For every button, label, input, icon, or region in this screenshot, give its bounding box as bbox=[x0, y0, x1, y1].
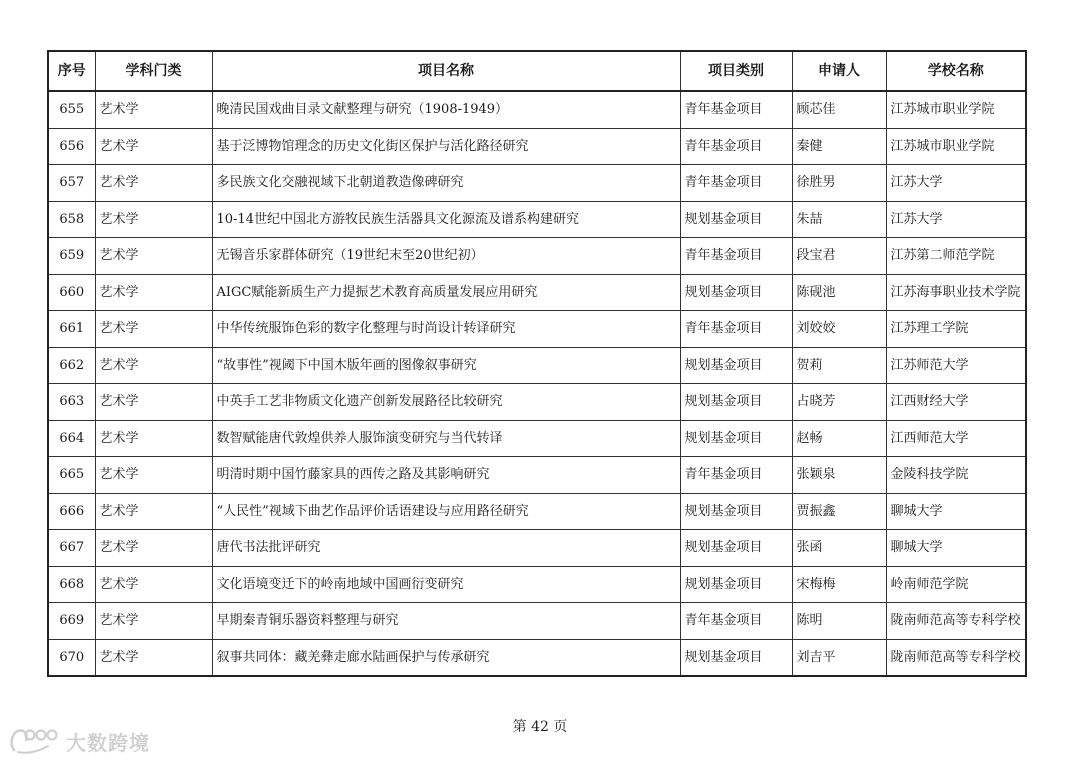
project-category-cell: 青年基金项目 bbox=[680, 311, 792, 348]
school-cell: 岭南师范学院 bbox=[886, 566, 1026, 603]
applicant-cell: 贺莉 bbox=[792, 347, 886, 384]
project-category-cell: 青年基金项目 bbox=[680, 165, 792, 202]
table-row bbox=[48, 347, 1026, 384]
school-cell: 江苏大学 bbox=[886, 165, 1026, 202]
project-category-cell: 青年基金项目 bbox=[680, 457, 792, 494]
table-row bbox=[48, 603, 1026, 640]
project-title-cell: 明清时期中国竹藤家具的西传之路及其影响研究 bbox=[212, 457, 680, 494]
table-row bbox=[48, 165, 1026, 202]
project-title-cell: AIGC赋能新质生产力提振艺术教育高质量发展应用研究 bbox=[212, 274, 680, 311]
serial-cell: 670 bbox=[48, 639, 95, 676]
applicant-cell: 张颖泉 bbox=[792, 457, 886, 494]
watermark bbox=[8, 726, 150, 756]
header-serial: 序号 bbox=[48, 51, 95, 91]
serial-cell: 664 bbox=[48, 420, 95, 457]
project-title-cell: 数智赋能唐代敦煌供养人服饰演变研究与当代转译 bbox=[212, 420, 680, 457]
project-title-cell: “人民性”视域下曲艺作品评价话语建设与应用路径研究 bbox=[212, 493, 680, 530]
project-title-cell: 叙事共同体：藏羌彝走廊水陆画保护与传承研究 bbox=[212, 639, 680, 676]
applicant-cell: 张函 bbox=[792, 530, 886, 567]
discipline-cell: 艺术学 bbox=[95, 238, 212, 275]
project-title-cell: “故事性”视阈下中国木版年画的图像叙事研究 bbox=[212, 347, 680, 384]
applicant-cell: 陈明 bbox=[792, 603, 886, 640]
table-row bbox=[48, 493, 1026, 530]
applicant-cell: 宋梅梅 bbox=[792, 566, 886, 603]
serial-cell: 660 bbox=[48, 274, 95, 311]
school-cell: 陇南师范高等专科学校 bbox=[886, 603, 1026, 640]
serial-cell: 656 bbox=[48, 128, 95, 165]
serial-cell: 665 bbox=[48, 457, 95, 494]
project-category-cell: 规划基金项目 bbox=[680, 274, 792, 311]
discipline-cell: 艺术学 bbox=[95, 165, 212, 202]
header-applicant: 申请人 bbox=[792, 51, 886, 91]
table-row bbox=[48, 457, 1026, 494]
discipline-cell: 艺术学 bbox=[95, 603, 212, 640]
project-title-cell: 无锡音乐家群体研究（19世纪末至20世纪初） bbox=[212, 238, 680, 275]
serial-cell: 669 bbox=[48, 603, 95, 640]
serial-cell: 655 bbox=[48, 91, 95, 128]
discipline-cell: 艺术学 bbox=[95, 384, 212, 421]
table-row bbox=[48, 639, 1026, 676]
project-category-cell: 规划基金项目 bbox=[680, 201, 792, 238]
table-body bbox=[48, 91, 1026, 676]
school-cell: 江苏理工学院 bbox=[886, 311, 1026, 348]
applicant-cell: 占晓芳 bbox=[792, 384, 886, 421]
table-row bbox=[48, 530, 1026, 567]
school-cell: 江苏师范大学 bbox=[886, 347, 1026, 384]
header-row bbox=[48, 51, 1026, 91]
discipline-cell: 艺术学 bbox=[95, 347, 212, 384]
serial-cell: 659 bbox=[48, 238, 95, 275]
discipline-cell: 艺术学 bbox=[95, 639, 212, 676]
project-category-cell: 规划基金项目 bbox=[680, 384, 792, 421]
applicant-cell: 赵畅 bbox=[792, 420, 886, 457]
school-cell: 聊城大学 bbox=[886, 530, 1026, 567]
project-category-cell: 规划基金项目 bbox=[680, 639, 792, 676]
project-title-cell: 中华传统服饰色彩的数字化整理与时尚设计转译研究 bbox=[212, 311, 680, 348]
project-category-cell: 规划基金项目 bbox=[680, 566, 792, 603]
project-title-cell: 晚清民国戏曲目录文献整理与研究（1908-1949） bbox=[212, 91, 680, 128]
applicant-cell: 秦健 bbox=[792, 128, 886, 165]
discipline-cell: 艺术学 bbox=[95, 128, 212, 165]
table-row bbox=[48, 91, 1026, 128]
serial-cell: 667 bbox=[48, 530, 95, 567]
discipline-cell: 艺术学 bbox=[95, 311, 212, 348]
applicant-cell: 徐胜男 bbox=[792, 165, 886, 202]
school-cell: 江苏第二师范学院 bbox=[886, 238, 1026, 275]
project-category-cell: 青年基金项目 bbox=[680, 603, 792, 640]
school-cell: 江苏城市职业学院 bbox=[886, 91, 1026, 128]
discipline-cell: 艺术学 bbox=[95, 91, 212, 128]
table-row bbox=[48, 566, 1026, 603]
table-row bbox=[48, 238, 1026, 275]
applicant-cell: 刘吉平 bbox=[792, 639, 886, 676]
project-title-cell: 唐代书法批评研究 bbox=[212, 530, 680, 567]
project-title-cell: 10-14世纪中国北方游牧民族生活器具文化源流及谱系构建研究 bbox=[212, 201, 680, 238]
table-row bbox=[48, 311, 1026, 348]
serial-cell: 658 bbox=[48, 201, 95, 238]
school-cell: 江苏城市职业学院 bbox=[886, 128, 1026, 165]
project-title-cell: 基于泛博物馆理念的历史文化街区保护与活化路径研究 bbox=[212, 128, 680, 165]
project-category-cell: 青年基金项目 bbox=[680, 128, 792, 165]
applicant-cell: 顾芯佳 bbox=[792, 91, 886, 128]
project-category-cell: 青年基金项目 bbox=[680, 91, 792, 128]
serial-cell: 662 bbox=[48, 347, 95, 384]
watermark-text: 大数跨境 bbox=[66, 730, 150, 755]
applicant-cell: 刘姣姣 bbox=[792, 311, 886, 348]
serial-cell: 666 bbox=[48, 493, 95, 530]
discipline-cell: 艺术学 bbox=[95, 274, 212, 311]
project-title-cell: 多民族文化交融视域下北朝道教造像碑研究 bbox=[212, 165, 680, 202]
discipline-cell: 艺术学 bbox=[95, 457, 212, 494]
school-cell: 江西师范大学 bbox=[886, 420, 1026, 457]
page-number: 第 42 页 bbox=[512, 719, 568, 735]
serial-cell: 657 bbox=[48, 165, 95, 202]
table-row bbox=[48, 274, 1026, 311]
header-project-title: 项目名称 bbox=[212, 51, 680, 91]
header-project-category: 项目类别 bbox=[680, 51, 792, 91]
header-discipline: 学科门类 bbox=[95, 51, 212, 91]
table-row bbox=[48, 128, 1026, 165]
discipline-cell: 艺术学 bbox=[95, 530, 212, 567]
applicant-cell: 贾振鑫 bbox=[792, 493, 886, 530]
project-category-cell: 规划基金项目 bbox=[680, 420, 792, 457]
applicant-cell: 段宝君 bbox=[792, 238, 886, 275]
discipline-cell: 艺术学 bbox=[95, 566, 212, 603]
serial-cell: 668 bbox=[48, 566, 95, 603]
discipline-cell: 艺术学 bbox=[95, 201, 212, 238]
table-row bbox=[48, 384, 1026, 421]
project-category-cell: 规划基金项目 bbox=[680, 530, 792, 567]
school-cell: 江苏海事职业技术学院 bbox=[886, 274, 1026, 311]
project-category-cell: 青年基金项目 bbox=[680, 238, 792, 275]
header-school: 学校名称 bbox=[886, 51, 1026, 91]
project-title-cell: 中英手工艺非物质文化遗产创新发展路径比较研究 bbox=[212, 384, 680, 421]
school-cell: 聊城大学 bbox=[886, 493, 1026, 530]
school-cell: 江西财经大学 bbox=[886, 384, 1026, 421]
applicant-cell: 陈砚池 bbox=[792, 274, 886, 311]
school-cell: 金陵科技学院 bbox=[886, 457, 1026, 494]
applicant-cell: 朱喆 bbox=[792, 201, 886, 238]
school-cell: 江苏大学 bbox=[886, 201, 1026, 238]
table-row bbox=[48, 201, 1026, 238]
project-category-cell: 规划基金项目 bbox=[680, 493, 792, 530]
brand-logo-icon bbox=[8, 726, 60, 756]
project-title-cell: 早期秦青铜乐器资料整理与研究 bbox=[212, 603, 680, 640]
school-cell: 陇南师范高等专科学校 bbox=[886, 639, 1026, 676]
project-title-cell: 文化语境变迁下的岭南地域中国画衍变研究 bbox=[212, 566, 680, 603]
serial-cell: 663 bbox=[48, 384, 95, 421]
discipline-cell: 艺术学 bbox=[95, 420, 212, 457]
discipline-cell: 艺术学 bbox=[95, 493, 212, 530]
serial-cell: 661 bbox=[48, 311, 95, 348]
table-header bbox=[48, 51, 1026, 91]
project-table bbox=[47, 50, 1027, 677]
project-category-cell: 规划基金项目 bbox=[680, 347, 792, 384]
table-row bbox=[48, 420, 1026, 457]
